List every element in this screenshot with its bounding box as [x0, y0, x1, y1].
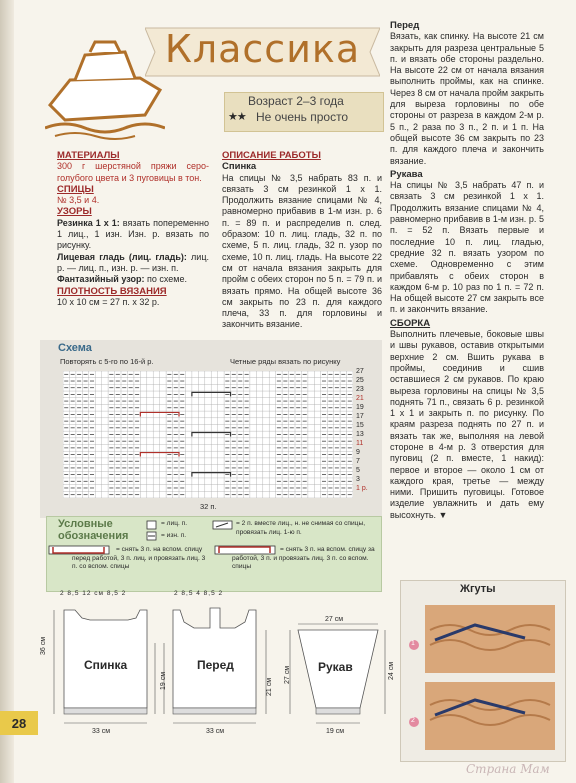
sleeve-title: Рукава: [390, 168, 423, 180]
needles-heading: СПИЦЫ: [57, 183, 94, 195]
materials-column: [57, 150, 209, 308]
row-number: 5: [356, 467, 360, 474]
schema-even-note: Четные ряды вязать по рисунку: [230, 357, 341, 366]
stockinette-pattern: Лицевая гладь (лиц. гладь): лиц. р. — лиц. п., изн. р. — изн. п.: [57, 251, 209, 273]
sleeve-height2-label: 27 см: [284, 665, 291, 684]
row-number: 9: [356, 449, 360, 456]
back-title: Спинка: [222, 161, 257, 173]
sleeve-text: На спицы № 3,5 набрать 47 п. и связать 3 см резинкой 1 х 1. Продолжить вязание спицами № 4, равномерно прибавив в 1-м изн. р. 5 п. = 52 п. Вязать первые и последние 10 п. лиц. гладью, средние 32 п. вязать узором по схеме. Одновременно с этим прибавлять с обеих сторон в каждом 6-м р. 10 раз по 1 п. = 72 п. На общей высоте 27 см закрыть все п. и закончить вязание.: [390, 180, 544, 315]
front-width-label: 33 см: [206, 728, 225, 735]
legend-cable-back: = снять 3 п. на вспом. спицу за работой, 3 п. и провязать лиц. 3 п. со вспом. спицы: [232, 546, 375, 570]
row-number: 27: [356, 368, 364, 375]
row-number: 7: [356, 458, 360, 465]
schema-repeat-note: Повторять с 5-го по 16-й р.: [60, 357, 154, 366]
gauge-heading: ПЛОТНОСТЬ ВЯЗАНИЯ: [57, 285, 167, 297]
schema-title: Схема: [58, 342, 92, 354]
sleeve-label: Рукав: [318, 660, 353, 674]
row-number: 1 р.: [356, 485, 368, 492]
cable-step-1: 1: [411, 640, 415, 647]
assembly-title: СБОРКА: [390, 317, 431, 329]
row-number: 21: [356, 395, 364, 402]
back-top-dims: 2 8,5 12 см 8,5 2: [60, 590, 127, 597]
chart-width-label: 32 п.: [200, 502, 217, 511]
legend-title: Условные обозначения: [58, 518, 129, 542]
fancy-pattern: Фантазийный узор: по схеме.: [57, 274, 187, 285]
front-label: Перед: [197, 658, 234, 672]
back-label: Спинка: [84, 658, 128, 672]
front-top-dims: 2 8,5 4 8,5 2: [174, 590, 224, 597]
sleeve-top-label: 27 см: [325, 616, 344, 623]
page-title: Классика: [164, 27, 361, 71]
row-number: 17: [356, 413, 364, 420]
page-number: 28: [0, 711, 38, 735]
materials-heading: МАТЕРИАЛЫ: [57, 150, 120, 161]
patterns-heading: УЗОРЫ: [57, 206, 92, 218]
row-number: 25: [356, 377, 364, 384]
knitting-chart-grid: [63, 371, 353, 498]
row-number: 19: [356, 404, 364, 411]
difficulty-stars: ★★: [228, 111, 246, 123]
age-label: Возраст 2–3 года: [248, 94, 344, 108]
gauge-text: 10 х 10 см = 27 п. х 32 р.: [57, 296, 160, 307]
cables-title: Жгуты: [460, 583, 496, 595]
legend-k2tog: = 2 п. вместе лиц., н. не снимая со спицы, провязать лиц. 1-ю п.: [236, 520, 366, 536]
cable-step-2: 2: [411, 717, 415, 724]
row-number: 13: [356, 431, 364, 438]
legend-cable-front: = снять 3 п. на вспом. спицу перед работой, 3 п. лиц. и провязать лиц. 3 п. со вспом. спицы: [72, 546, 206, 570]
cable-photos: [405, 600, 560, 756]
back-text: На спицы № 3,5 набрать 83 п. и связать 3 см резинкой 1 х 1. Продолжить вязание спицами № 4, равномерно прибавив в 1-м изн. р. 6 п. = 89 п. и распределив п. след. образом: 10 п. лиц. гладь, 32 п. по схеме, 5 п. лиц. гладь, 32 п. узор по схеме, 10 п. лиц. гладь. На высоте 22 см от начала вязания закрыть для пройм с обеих сторон по 5 п. = 79 п. и вязать прямо. На общей высоте 36 см закрыть по 23 п. для каждого плеча, 33 п. для горловины и закончить вязание.: [222, 172, 382, 330]
sleeve-bottom-label: 19 см: [326, 728, 345, 735]
work-heading: ОПИСАНИЕ РАБОТЫ: [222, 150, 321, 161]
row-number: 3: [356, 476, 360, 483]
page-binding: [0, 0, 14, 783]
legend-knit: = лиц. п.: [161, 520, 188, 527]
front-column: [390, 20, 544, 521]
k2tog-symbol-icon: [212, 520, 234, 530]
needles-text: № 3,5 и 4.: [57, 195, 100, 206]
assembly-text: Выполнить плечевые, боковые швы и швы рукавов, оставив открытыми верхние 2 см. Вшить рукава в проймы, соединив и сшив оставшиеся 2 см рукавов. По краю выреза горловины на спицы № 3,5 поднять 71 п., связать 6 р. резинкой 1 х 1 и закрыть п. по рисунку. По краям разреза поднять по 27 п. и вязать так же, выполняя на левой стороне в 4-м р. 3 отверстия для пуговиц (2 п. вместе, 1 накид): первое и второе — около 1 см от каждого края, третье — между ними. Пришить пуговицы. Готовое изделие увлажнить и дать ему высохнуть. ▼: [390, 329, 544, 520]
watermark: Страна Мам: [466, 762, 550, 776]
back-width-label: 33 см: [92, 728, 111, 735]
materials-text: 300 г шерстяной пряжи серо-голубого цвета и 3 пуговицы в тон.: [57, 161, 209, 183]
chart-row-numbers: [356, 368, 378, 494]
rib-pattern: Резинка 1 х 1: вязать попеременно 1 лиц., 1 изн. Изн. р. вязать по рисунку.: [57, 217, 209, 251]
difficulty-label: Не очень просто: [256, 110, 349, 124]
legend-symbols: [146, 520, 158, 542]
sleeve-height-label: 24 см: [388, 661, 395, 680]
row-number: 23: [356, 386, 364, 393]
work-column: [222, 150, 382, 331]
front-height2-label: 21 см: [266, 677, 273, 696]
front-text: Вязать, как спинку. На высоте 21 см закрыть для разреза центральные 5 п. и вязать обе стороны раздельно. На высоте 22 см от начала вязания выполнить проймы, как на спинке. Через 8 см от начала пройм закрыть для выреза горловины по обе стороны от разреза в каждом 2-м р. 5 п., 2 раза по 3 п., 2 п. и 1 п. На общей высоте 36 см закрыть по 23 п. для каждого плеча и закончить вязание.: [390, 31, 544, 166]
legend-purl: = изн. п.: [161, 532, 187, 539]
row-number: 15: [356, 422, 364, 429]
front-title: Перед: [390, 20, 420, 31]
row-number: 11: [356, 440, 364, 447]
back-height-label: 36 см: [40, 636, 47, 655]
front-height-label: 19 см: [160, 671, 167, 690]
